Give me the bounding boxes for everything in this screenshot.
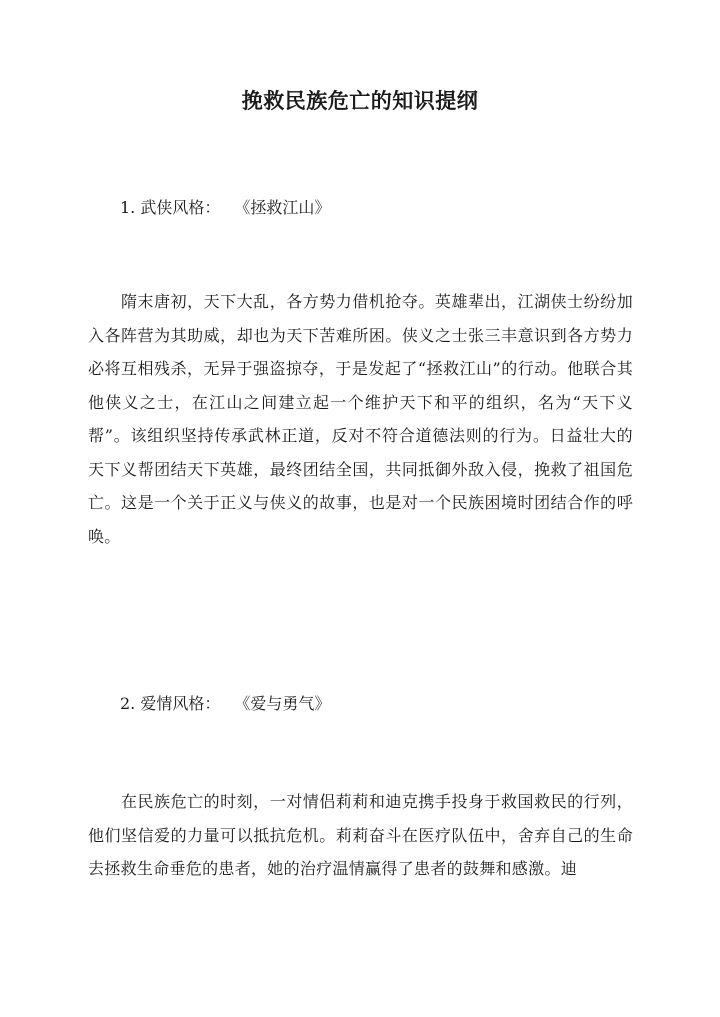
section-number: 2. — [120, 694, 136, 713]
section-book-title: 《拯救江山》 — [242, 198, 331, 217]
section-number: 1. — [120, 198, 136, 217]
section-book-title: 《爱与勇气》 — [242, 694, 331, 713]
section-paragraph-2: 在民族危亡的时刻，一对情侣莉莉和迪克携手投身于救国救民的行列，他们坚信爱的力量可以抵抗危机。莉莉奋斗在医疗队伍中，舍弃自己的生命去拯救生命垂危的患者，她的治疗温情赢得了患者的鼓舞和感激。迪 — [88, 792, 633, 878]
section-paragraph-1: 隋末唐初，天下大乱，各方势力借机抢夺。英雄辈出，江湖侠士纷纷加入各阵营为其助威，却也为天下苦难所困。侠义之士张三丰意识到各方势力必将互相残杀，无异于强盗掠夺，于是发起了“拯救江山”的行动。他联合其他侠义之士，在江山之间建立起一个维护天下和平的组织，名为“天下义帮”。该组织坚持传承武林正道，反对不符合道德法则的行为。日益壮大的天下义帮团结天下英雄，最终团结全国，共同抵御外敌入侵，挽救了祖国危亡。这是一个关于正义与侠义的故事，也是对一个民族困境时团结合作的呼唤。 — [88, 292, 633, 546]
section-heading-1 — [120, 196, 330, 220]
section-style-label: 武侠风格： — [140, 198, 221, 217]
section-heading-2 — [120, 692, 330, 716]
section-style-label: 爱情风格： — [140, 694, 221, 713]
document-title: 挽救民族危亡的知识提纲 — [241, 88, 479, 113]
